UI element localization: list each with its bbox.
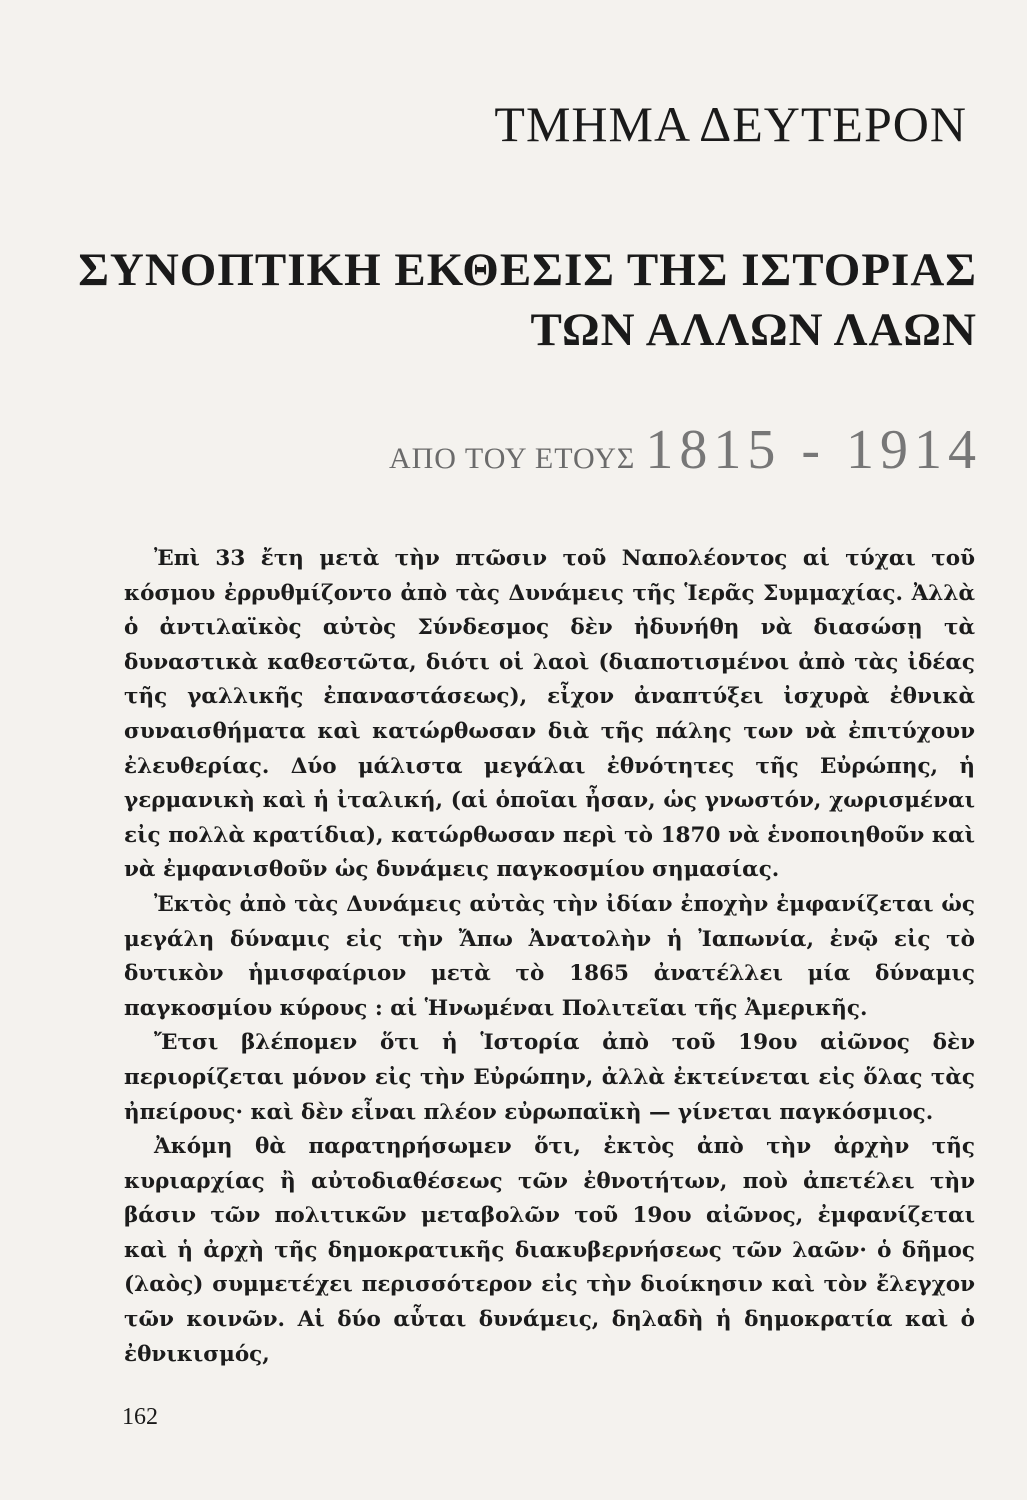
paragraph-1: Ἐπὶ 33 ἔτη μετὰ τὴν πτῶσιν τοῦ Ναπολέοντος αἱ τύχαι τοῦ κόσμου ἐρρυθμίζοντο ἀπὸ τὰς Δυνάμεις τῆς Ἱερᾶς Συμμαχίας. Ἀλλὰ ὁ ἀντιλαϊκὸς αὐτὸς Σύνδεσμος δὲν ἠδυνήθη νὰ διασώσῃ τὰ δυναστικὰ καθεστῶτα, διότι οἱ λαοὶ (διαποτισμένοι ἀπὸ τὰς ἰδέας τῆς γαλλικῆς ἐπαναστάσεως), εἶχον ἀναπτύξει ἰσχυρὰ ἐθνικὰ συναισθήματα καὶ κατώρθωσαν διὰ τῆς πάλης των νὰ ἐπιτύχουν ἐλευθερίας. Δύο μάλιστα μεγάλαι ἐθνότητες τῆς Εὐρώπης, ἡ γερμανικὴ καὶ ἡ ἰταλική, (αἱ ὁποῖαι ἦσαν, ὡς γνωστόν, χωρισμέναι εἰς πολλὰ κρατίδια), κατώρθωσαν περὶ τὸ 1870 νὰ ἑνοποιηθοῦν καὶ νὰ ἐμφανισθοῦν ὡς δυνάμεις παγκοσμίου σημασίας. (124, 546, 975, 883)
body-text (124, 542, 975, 1372)
page-number: 162 (122, 1404, 158, 1430)
period-lead: ΑΠΟ ΤΟΥ ΕΤΟΥΣ (388, 442, 636, 475)
section-heading: ΤΜΗΜΑ ΔΕΥΤΕΡΟΝ (494, 96, 967, 152)
period-years: 1815 - 1914 (645, 419, 982, 481)
chapter-title-line-1: ΣΥΝΟΠΤΙΚΗ ΕΚΘΕΣΙΣ ΤΗΣ ΙΣΤΟΡΙΑΣ (78, 244, 977, 296)
paragraph-2: Ἐκτὸς ἀπὸ τὰς Δυνάμεις αὐτὰς τὴν ἰδίαν ἐποχὴν ἐμφανίζεται ὡς μεγάλη δύναμις εἰς τὴν Ἄπω Ἀνατολὴν ἡ Ἰαπωνία, ἐνῷ εἰς τὸ δυτικὸν ἡμισφαίριον μετὰ τὸ 1865 ἀνατέλλει μία δύναμις παγκοσμίου κύρους : αἱ Ἡνωμέναι Πολιτεῖαι τῆς Ἀμερικῆς. (124, 891, 975, 1021)
paragraph-3: Ἔτσι βλέπομεν ὅτι ἡ Ἱστορία ἀπὸ τοῦ 19ου αἰῶνος δὲν περιορίζεται μόνον εἰς τὴν Εὐρώπην, ἀλλὰ ἐκτείνεται εἰς ὅλας τὰς ἠπείρους· καὶ δὲν εἶναι πλέον εὐρωπαϊκὴ — γίνεται παγκόσμιος. (124, 1030, 975, 1125)
paragraph-4: Ἀκόμη θὰ παρατηρήσωμεν ὅτι, ἐκτὸς ἀπὸ τὴν ἀρχὴν τῆς κυριαρχίας ἢ αὐτοδιαθέσεως τῶν ἐθνοτήτων, ποὺ ἀπετέλει τὴν βάσιν τῶν πολιτικῶν μεταβολῶν τοῦ 19ου αἰῶνος, ἐμφανίζεται καὶ ἡ ἀρχὴ τῆς δημοκρατικῆς διακυβερνήσεως τῶν λαῶν· ὁ δῆμος (λαὸς) συμμετέχει περισσότερον εἰς τὴν διοίκησιν καὶ τὸν ἔλεγχον τῶν κοινῶν. Αἱ δύο αὗται δυνάμεις, δηλαδὴ ἡ δημοκρατία καὶ ὁ ἐθνικισμός, (124, 1134, 975, 1367)
period-subtitle (389, 418, 982, 482)
chapter-title (78, 240, 977, 360)
chapter-title-line-2: ΤΩΝ ΑΛΛΩΝ ΛΑΩΝ (530, 304, 977, 356)
